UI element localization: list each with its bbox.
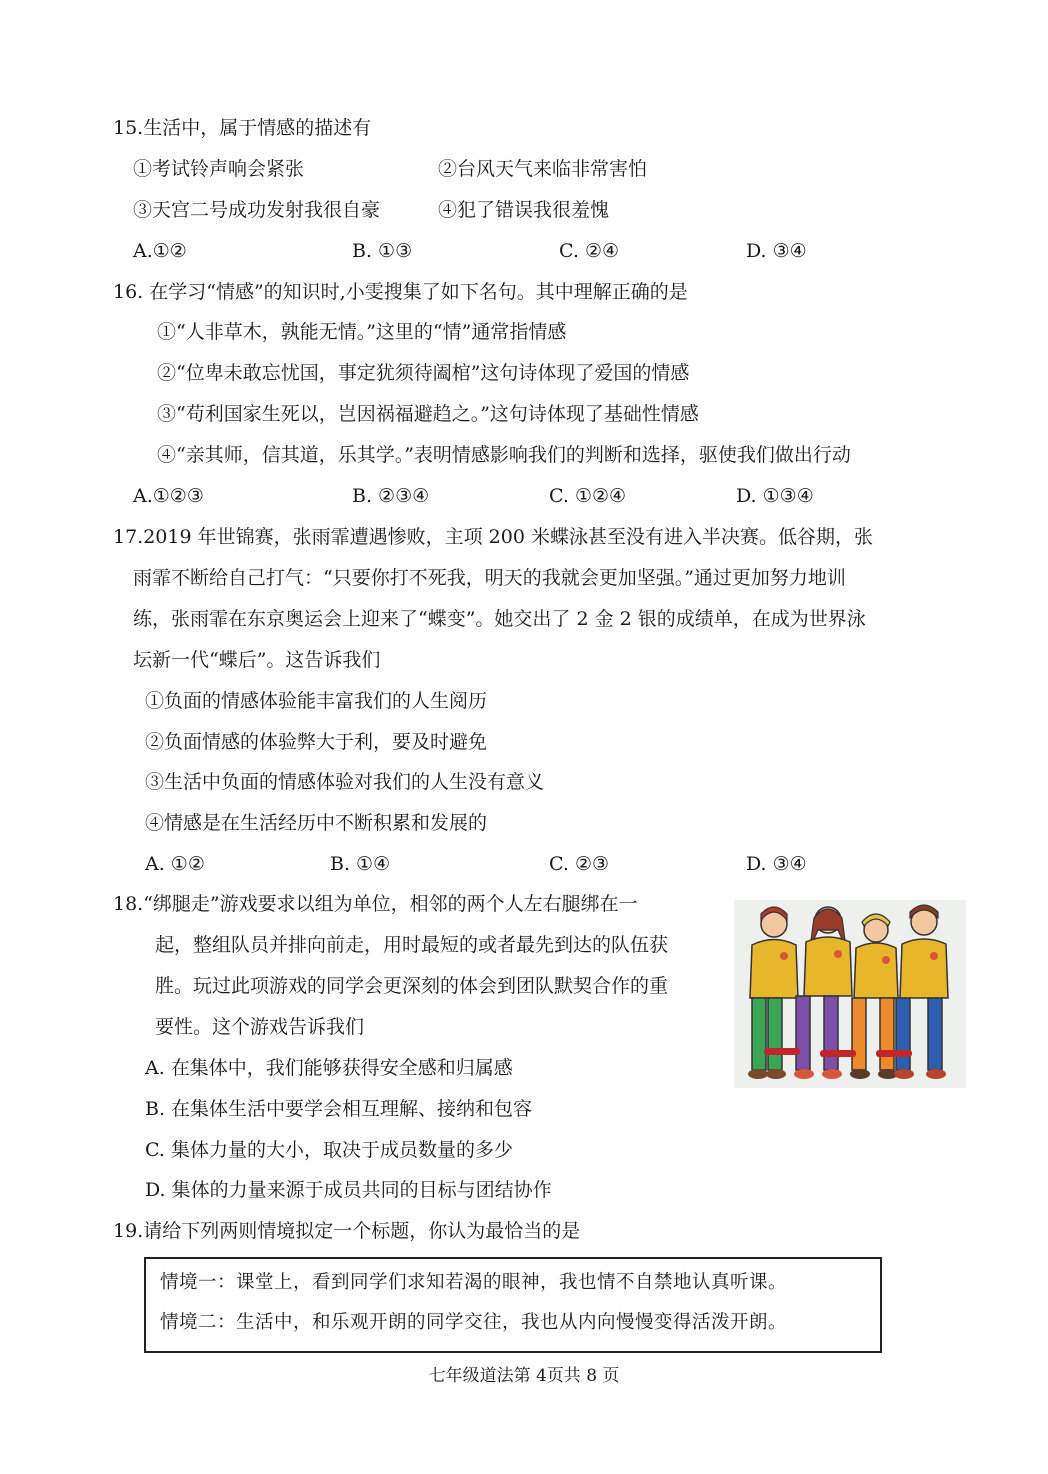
- q17-stem-line-1: 17.2019 年世锦赛，张雨霏遭遇惨败，主项 200 米蝶泳甚至没有进入半决赛。低谷期，张: [113, 526, 873, 548]
- q17-item-3: ③生活中负面的情感体验对我们的人生没有意义: [145, 771, 545, 793]
- q18-option-a: A. 在集体中，我们能够获得安全感和归属感: [145, 1057, 513, 1079]
- q16-option-a: A.①②③: [133, 485, 204, 507]
- q17-stem-line-3: 练，张雨霏在东京奥运会上迎来了“蝶变”。她交出了 2 金 2 银的成绩单，在成为世界泳: [133, 608, 866, 630]
- q17-option-c: C. ②③: [549, 853, 610, 875]
- q15-option-a: A.①②: [133, 240, 187, 262]
- q16-item-2: ②“位卑未敢忘忧国，事定犹须待阖棺”这句诗体现了爱国的情感: [157, 362, 690, 384]
- q15-item-1: ①考试铃声响会紧张: [133, 158, 305, 180]
- q18-stem-line-3: 胜。玩过此项游戏的同学会更深刻的体会到团队默契合作的重: [155, 975, 669, 997]
- q18-stem-line-1: 18.“绑腿走”游戏要求以组为单位，相邻的两个人左右腿绑在一: [113, 893, 638, 915]
- q17-item-2: ②负面情感的体验弊大于利，要及时避免: [145, 731, 488, 753]
- q16-stem: 16. 在学习“情感”的知识时,小雯搜集了如下名句。其中理解正确的是: [113, 281, 688, 303]
- q16-option-d: D. ①③④: [736, 485, 814, 507]
- q19-stem: 19.请给下列两则情境拟定一个标题，你认为最恰当的是: [113, 1220, 581, 1242]
- scenario-1: 情境一：课堂上，看到同学们求知若渴的眼神，我也情不自禁地认真听课。: [160, 1272, 788, 1293]
- q17-option-d: D. ③④: [746, 853, 807, 875]
- q15-item-2: ②台风天气来临非常害怕: [438, 158, 648, 180]
- q16-option-b: B. ②③④: [352, 485, 430, 507]
- students-tied-legs-image: [734, 900, 966, 1088]
- scenario-box: [144, 1257, 882, 1353]
- scenario-2: 情境二：生活中，和乐观开朗的同学交往，我也从内向慢慢变得活泼开朗。: [160, 1312, 788, 1333]
- q18-option-b: B. 在集体生活中要学会相互理解、接纳和包容: [145, 1098, 533, 1120]
- q16-item-1: ①“人非草木，孰能无情。”这里的“情”通常指情感: [157, 321, 567, 343]
- q18-option-c: C. 集体力量的大小，取决于成员数量的多少: [145, 1139, 513, 1161]
- q18-option-d: D. 集体的力量来源于成员共同的目标与团结协作: [145, 1179, 552, 1201]
- q17-stem-line-4: 坛新一代“蝶后”。这告诉我们: [133, 649, 381, 671]
- page-footer: 七年级道法第 4页共 8 页: [428, 1366, 620, 1386]
- q16-option-c: C. ①②④: [549, 485, 627, 507]
- q16-item-3: ③“苟利国家生死以，岂因祸福避趋之。”这句诗体现了基础性情感: [157, 403, 699, 425]
- q15-stem: 15.生活中，属于情感的描述有: [113, 117, 372, 139]
- q15-option-b: B. ①③: [352, 240, 413, 262]
- q17-option-b: B. ①④: [330, 853, 391, 875]
- q18-stem-line-4: 要性。这个游戏告诉我们: [155, 1016, 365, 1038]
- q16-item-4: ④“亲其师，信其道，乐其学。”表明情感影响我们的判断和选择，驱使我们做出行动: [157, 444, 851, 466]
- q15-item-4: ④犯了错误我很羞愧: [438, 199, 610, 221]
- q18-stem-line-2: 起，整组队员并排向前走，用时最短的或者最先到达的队伍获: [155, 934, 669, 956]
- q17-item-1: ①负面的情感体验能丰富我们的人生阅历: [145, 690, 488, 712]
- q15-option-c: C. ②④: [559, 240, 620, 262]
- q15-option-d: D. ③④: [746, 240, 807, 262]
- q15-item-3: ③天宫二号成功发射我很自豪: [133, 199, 381, 221]
- q17-stem-line-2: 雨霏不断给自己打气：“只要你打不死我，明天的我就会更加坚强。”通过更加努力地训: [133, 567, 846, 589]
- q17-option-a: A. ①②: [145, 853, 205, 875]
- three-legged-game-illustration: [734, 900, 966, 1088]
- q17-item-4: ④情感是在生活经历中不断积累和发展的: [145, 812, 488, 834]
